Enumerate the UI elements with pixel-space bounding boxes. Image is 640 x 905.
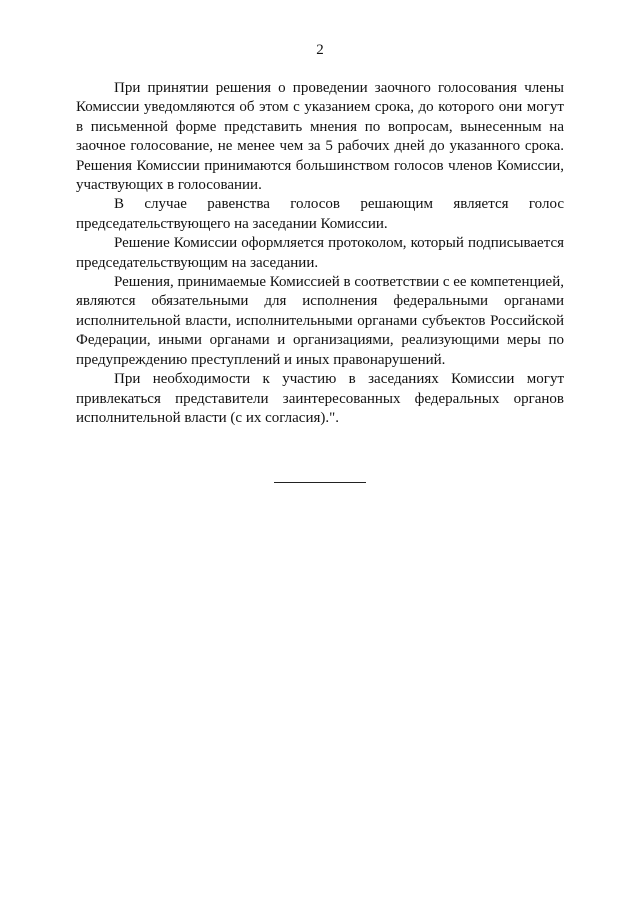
- paragraph-binding-decisions: Решения, принимаемые Комиссией в соответствии с ее компетенцией, являются обязательными для исполнения федеральными органами исполнительной власти, исполнительными органами субъектов Российской Федерации, иными органами и организациями, реализующими меры по предупреждению преступлений и иных правонарушений.: [76, 274, 564, 368]
- paragraph-absentee-voting: При принятии решения о проведении заочного голосования члены Комиссии уведомляются об этом с указанием срока, до которого они могут в письменной форме представить мнения по вопросам, вынесенным на заочное голосование, не менее чем за 5 рабочих дней до указанного срока. Решения Комиссии принимаются большинством голосов членов Комиссии, участвующих в голосовании.: [76, 80, 564, 194]
- paragraph-invited-representatives: При необходимости к участию в заседаниях Комиссии могут привлекаться представители заинтересованных федеральных органов исполнительной власти (с их согласия).".: [76, 371, 564, 426]
- paragraph-protocol: Решение Комиссии оформляется протоколом, который подписывается председательствующим на заседании.: [76, 235, 564, 271]
- end-separator-line: [274, 482, 366, 483]
- document-body: [76, 79, 564, 428]
- page-number: 2: [316, 42, 324, 58]
- paragraph-tie-vote: В случае равенства голосов решающим является голос председательствующего на заседании Комиссии.: [76, 196, 564, 232]
